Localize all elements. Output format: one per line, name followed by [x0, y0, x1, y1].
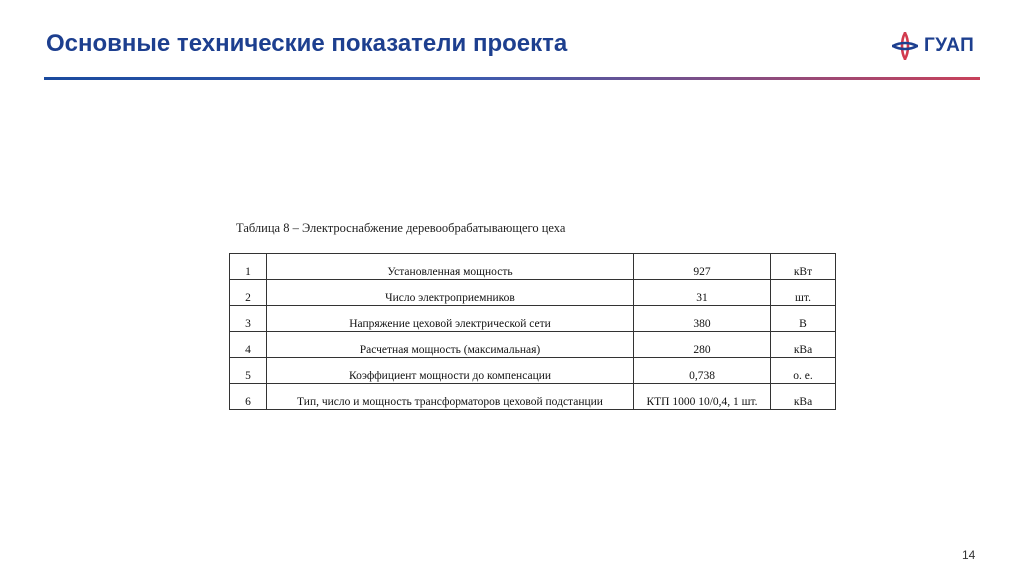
parameter-unit: кВт: [771, 254, 836, 280]
parameter-name: Установленная мощность: [267, 254, 634, 280]
parameter-name: Число электроприемников: [267, 280, 634, 306]
parameter-name: Коэффициент мощности до компенсации: [267, 358, 634, 384]
row-number: 2: [230, 280, 267, 306]
slide-title: Основные технические показатели проекта: [46, 30, 568, 57]
parameter-name: Напряжение цеховой электрической сети: [267, 306, 634, 332]
parameter-value: КТП 1000 10/0,4, 1 шт.: [634, 384, 771, 410]
parameter-value: 380: [634, 306, 771, 332]
guap-logo: [892, 31, 982, 61]
guap-logo-icon: [892, 32, 918, 60]
parameter-value: 280: [634, 332, 771, 358]
table-row: [230, 384, 836, 410]
table-row: [230, 280, 836, 306]
parameter-value: 0,738: [634, 358, 771, 384]
row-number: 3: [230, 306, 267, 332]
specs-table: [229, 253, 836, 410]
parameter-unit: о. е.: [771, 358, 836, 384]
parameter-unit: кВа: [771, 384, 836, 410]
logo-text: ГУАП: [924, 35, 975, 56]
parameter-unit: В: [771, 306, 836, 332]
row-number: 5: [230, 358, 267, 384]
row-number: 4: [230, 332, 267, 358]
parameter-value: 31: [634, 280, 771, 306]
parameter-value: 927: [634, 254, 771, 280]
header-divider: [44, 77, 980, 80]
table-row: [230, 306, 836, 332]
table-row: [230, 358, 836, 384]
parameter-name: Расчетная мощность (максимальная): [267, 332, 634, 358]
page-number: 14: [962, 548, 976, 562]
parameter-unit: кВа: [771, 332, 836, 358]
table-row: [230, 254, 836, 280]
parameter-name: Тип, число и мощность трансформаторов цеховой подстанции: [267, 384, 634, 410]
table-row: [230, 332, 836, 358]
parameter-unit: шт.: [771, 280, 836, 306]
row-number: 1: [230, 254, 267, 280]
table-caption: Таблица 8 – Электроснабжение деревообрабатывающего цеха: [236, 221, 566, 235]
row-number: 6: [230, 384, 267, 410]
